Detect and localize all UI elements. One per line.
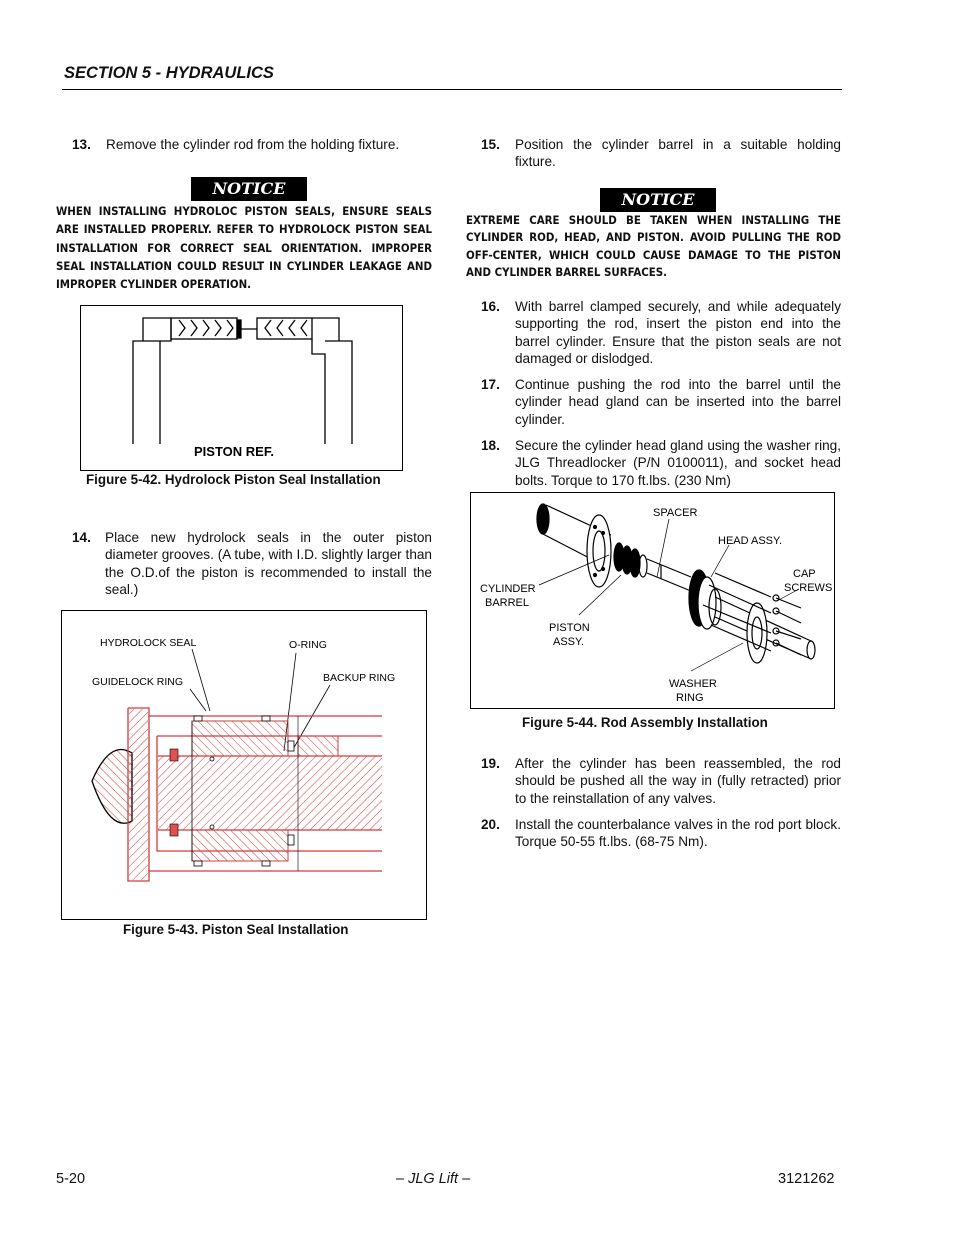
step-19 [481,755,841,807]
step-number: 17. [481,377,500,392]
screws-label: SCREWS [784,582,833,594]
section-title: SECTION 5 - HYDRAULICS [64,64,274,82]
step-13 [72,136,438,153]
rod-assembly-diagram [471,493,834,708]
header-rule [62,89,842,90]
ring-label: RING [676,692,704,704]
step-17 [481,376,841,428]
step-text: After the cylinder has been reassembled, the rod should be pushed all the way in (fully retracted) prior to the reinstallation of any valves. [515,756,841,806]
figure-42-frame [80,305,403,471]
step-number: 14. [72,530,91,545]
backup-ring-label: BACKUP RING [323,672,396,684]
doc-number: 3121262 [778,1171,835,1187]
step-text: With barrel clamped securely, and while adequately supporting the rod, insert the piston end into the barrel cylinder. Ensure that the piston seals are not damaged or dislodged. [515,299,841,367]
assy-label: ASSY. [553,636,584,648]
hydrolock-seal-label: HYDROLOCK SEAL [100,637,197,649]
step-18 [481,437,841,489]
figure-43-frame [61,610,427,920]
step-number: 20. [481,817,500,832]
notice-text: WHEN INSTALLING HYDROLOC PISTON SEALS, ENSURE SEALS ARE INSTALLED PROPERLY. REFER TO HYDROLOCK PISTON SEAL INSTALLATION FOR CORRECT SEAL ORIENTATION. IMPROPER SEAL INSTALLATION COULD RESULT IN CYLINDER LEAKAGE AND IMPROPER CYLINDER OPERATION. [56,204,432,292]
step-14 [72,529,432,599]
washer-label: WASHER [669,678,717,690]
piston-label: PISTON [549,622,590,634]
step-number: 18. [481,438,500,453]
guidelock-ring-label: GUIDELOCK RING [92,676,184,688]
figure-42-caption: Figure 5-42. Hydrolock Piston Seal Installation [86,472,381,487]
piston-seal-diagram [62,611,426,919]
step-text: Secure the cylinder head gland using the washer ring, JLG Threadlocker (P/N 0100011), and socket head bolts. Torque to 170 ft.lbs. (230 Nm) [515,438,841,488]
figure-44-frame [470,492,835,709]
step-text: Continue pushing the rod into the barrel until the cylinder head gland can be inserted into the barrel cylinder. [515,377,841,427]
barrel-label: BARREL [485,597,530,609]
head-assy-label: HEAD ASSY. [718,535,782,547]
step-text: Remove the cylinder rod from the holding fixture. [106,137,400,152]
notice-badge: NOTICE [191,177,307,201]
step-15 [481,136,841,171]
figure-44-caption: Figure 5-44. Rod Assembly Installation [522,715,768,730]
cylinder-label: CYLINDER [480,583,536,595]
hydrolock-seal-diagram [81,306,402,470]
spacer-label: SPACER [653,507,698,519]
cap-label: CAP [793,568,816,580]
notice-badge: NOTICE [600,188,716,212]
step-20 [481,816,841,851]
step-number: 19. [481,756,500,771]
footer-center: – JLG Lift – [396,1171,471,1187]
step-text: Install the counterbalance valves in the rod port block. Torque 50-55 ft.lbs. (68-75 Nm). [515,817,841,850]
step-number: 15. [481,137,500,152]
step-text: Place new hydrolock seals in the outer piston diameter grooves. (A tube, with I.D. slightly larger than the O.D.of the piston is recommended to install the seal.) [105,530,432,598]
figure-43-caption: Figure 5-43. Piston Seal Installation [123,922,349,937]
step-16 [481,298,841,368]
page-number: 5-20 [56,1171,86,1187]
piston-ref-label: PISTON REF. [194,444,274,459]
step-number: 16. [481,299,500,314]
step-text: Position the cylinder barrel in a suitable holding fixture. [515,137,841,170]
notice-text: EXTREME CARE SHOULD BE TAKEN WHEN INSTALLING THE CYLINDER ROD, HEAD, AND PISTON. AVOID PULLING THE ROD OFF-CENTER, WHICH COULD CAUSE DAMAGE TO THE PISTON AND CYLINDER BARREL SURFACES. [466,213,841,280]
o-ring-label: O-RING [289,639,327,651]
step-number: 13. [72,137,91,152]
